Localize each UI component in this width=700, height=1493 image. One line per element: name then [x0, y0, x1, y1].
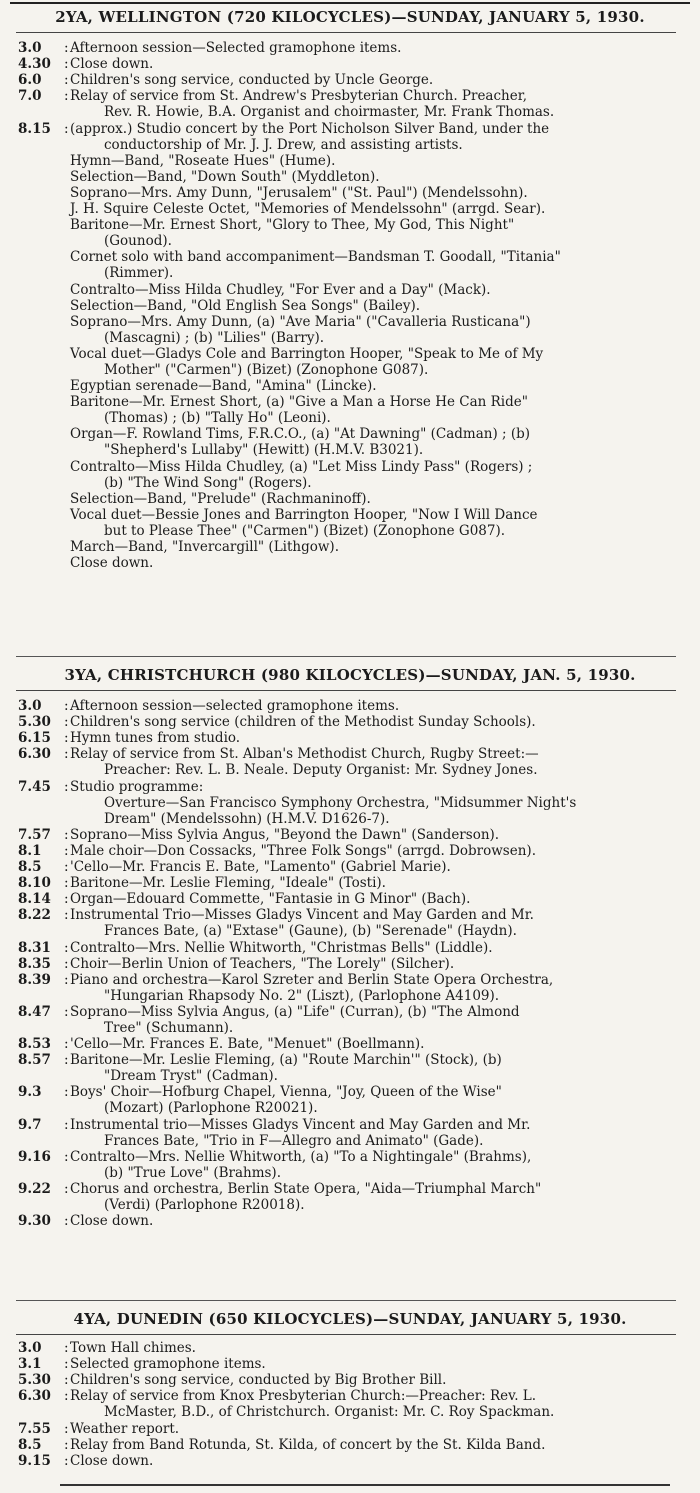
programme-item	[70, 201, 686, 217]
entry-text	[70, 940, 686, 956]
entry-line: Dream" (Mendelssohn) (H.M.V. D1626-7).	[104, 810, 390, 827]
entry-text	[70, 698, 686, 714]
programme-line: Organ—F. Rowland Tims, F.R.C.O., (a) "At Dawning" (Cadman) ; (b)	[70, 426, 531, 443]
entry-line: (b) "True Love" (Brahms).	[104, 1164, 281, 1181]
entry-line: Close down.	[70, 56, 154, 73]
entry-time: 8.22 :	[18, 907, 66, 923]
programme-item	[70, 394, 686, 426]
entry-time: 3.0 :	[18, 698, 66, 714]
entry-line: Hymn tunes from studio.	[70, 730, 241, 747]
entry-time: 8.35 :	[18, 956, 66, 972]
entry-line: Soprano—Miss Sylvia Angus, (a) "Life" (Curran), (b) "The Almond	[70, 1003, 520, 1020]
entry-line: Instrumental trio—Misses Gladys Vincent and May Garden and Mr.	[70, 1116, 531, 1133]
entry-time: 7.45 :	[18, 779, 66, 795]
entry-text	[70, 56, 686, 72]
entry-line: 'Cello—Mr. Frances E. Bate, "Menuet" (Boellmann).	[70, 1036, 425, 1053]
entry-line: Piano and orchestra—Karol Szreter and Berlin State Opera Orchestra,	[70, 971, 554, 988]
entry-time: 8.39 :	[18, 972, 66, 988]
programme-item	[70, 249, 686, 281]
entry-text	[70, 1117, 686, 1149]
entry-line: Contralto—Mrs. Nellie Whitworth, (a) "To a Nightingale" (Brahms),	[70, 1148, 532, 1165]
entry-text	[70, 779, 686, 827]
entry-line: 'Cello—Mr. Francis E. Bate, "Lamento" (Gabriel Marie).	[70, 859, 451, 875]
programme-line: Selection—Band, "Prelude" (Rachmaninoff).	[70, 490, 371, 507]
programme-line: but to Please Thee" ("Carmen") (Bizet) (Zonophone G087).	[104, 522, 506, 539]
entry-text	[70, 1340, 686, 1356]
entry-line: Rev. R. Howie, B.A. Organist and choirmaster, Mr. Frank Thomas.	[104, 104, 555, 121]
section-heading: 4YA, DUNEDIN (650 KILOCYCLES)—SUNDAY, JANUARY 5, 1930.	[73, 1310, 627, 1328]
entry-text	[70, 121, 686, 153]
entry-time: 3.0 :	[18, 1340, 66, 1356]
entry-line: Afternoon session—selected gramophone items.	[70, 698, 400, 714]
programme-line: (Mascagni) ; (b) "Lilies" (Barry).	[104, 329, 325, 346]
programme-item	[70, 539, 686, 555]
entry-text	[70, 1437, 686, 1453]
entry-text	[70, 827, 686, 843]
entry-line: Close down.	[70, 1452, 154, 1469]
entry-time: 9.22 :	[18, 1181, 66, 1197]
entry-line: (Verdi) (Parlophone R20018).	[104, 1197, 305, 1214]
programme-line: Contralto—Miss Hilda Chudley, "For Ever and a Day" (Mack).	[70, 281, 491, 298]
entry-text	[70, 843, 686, 859]
entry-line: Organ—Edouard Commette, "Fantasie in G Minor" (Bach).	[70, 891, 471, 908]
heading-underline	[16, 32, 676, 33]
programme-item	[70, 507, 686, 539]
programme-line: Mother" ("Carmen") (Bizet) (Zonophone G087).	[104, 361, 429, 378]
entry-time: 9.3 :	[18, 1084, 66, 1100]
entry-line: Town Hall chimes.	[70, 1340, 196, 1356]
entry-text	[70, 40, 686, 56]
entry-text	[70, 1421, 686, 1437]
entry-text	[70, 1356, 686, 1372]
entry-text	[70, 891, 686, 907]
programme-line: (Gounod).	[104, 233, 172, 250]
entry-time: 6.0 :	[18, 72, 66, 88]
entry-line: Choir—Berlin Union of Teachers, "The Lorely" (Silcher).	[70, 955, 455, 972]
entry-text	[70, 72, 686, 88]
entry-line: (Mozart) (Parlophone R20021).	[104, 1100, 318, 1117]
programme-line: Hymn—Band, "Roseate Hues" (Hume).	[70, 152, 336, 169]
programme-item	[70, 217, 686, 249]
bottom-rule	[60, 1484, 670, 1486]
entry-line: Frances Bate, "Trio in F—Allegro and Animato" (Gade).	[104, 1132, 484, 1149]
entry-time: 8.57 :	[18, 1052, 66, 1068]
entry-text	[70, 1213, 686, 1229]
programme-item	[70, 346, 686, 378]
entry-time: 8.5 :	[18, 1437, 66, 1453]
entry-line: "Hungarian Rhapsody No. 2" (Liszt), (Parlophone A4109).	[104, 987, 500, 1004]
entry-line: Selected gramophone items.	[70, 1356, 266, 1373]
entry-text	[70, 972, 686, 1004]
entry-time: 5.30 :	[18, 714, 66, 730]
entry-time: 8.14 :	[18, 891, 66, 907]
entry-line: Soprano—Miss Sylvia Angus, "Beyond the Dawn" (Sanderson).	[70, 826, 500, 843]
programme-line: Cornet solo with band accompaniment—Bandsman T. Goodall, "Titania"	[70, 249, 561, 266]
entry-line: Children's song service (children of the Methodist Sunday Schools).	[70, 714, 536, 731]
programme-line: Selection—Band, "Old English Sea Songs" (Bailey).	[70, 297, 421, 314]
programme-item	[70, 169, 686, 185]
entry-line: Boys' Choir—Hofburg Chapel, Vienna, "Joy, Queen of the Wise"	[70, 1084, 502, 1101]
entry-text	[70, 1036, 686, 1052]
entry-time: 4.30 :	[18, 56, 66, 72]
entry-line: Frances Bate, (a) "Extase" (Gaune), (b) "Serenade" (Haydn).	[104, 923, 517, 940]
entry-line: conductorship of Mr. J. J. Drew, and assisting artists.	[104, 136, 463, 153]
entry-line: Studio programme:	[70, 778, 204, 795]
entry-time: 9.7 :	[18, 1117, 66, 1133]
entry-time: 8.31 :	[18, 940, 66, 956]
programme-line: (Thomas) ; (b) "Tally Ho" (Leoni).	[104, 410, 331, 427]
entry-line: Instrumental Trio—Misses Gladys Vincent and May Garden and Mr.	[70, 907, 534, 924]
entry-time: 7.0 :	[18, 88, 66, 104]
entry-text	[70, 1084, 686, 1116]
entry-time: 3.1 :	[18, 1356, 66, 1372]
entry-text	[70, 859, 686, 875]
heading-underline	[16, 690, 676, 691]
programme-item	[70, 426, 686, 458]
programme-line: Close down.	[70, 555, 154, 572]
entry-time: 7.57 :	[18, 827, 66, 843]
entry-time: 8.10 :	[18, 875, 66, 891]
entry-time: 6.15 :	[18, 730, 66, 746]
entry-line: Relay of service from St. Alban's Methodist Church, Rugby Street:—	[70, 746, 539, 763]
entry-time: 9.16 :	[18, 1149, 66, 1165]
entry-line: Baritone—Mr. Leslie Fleming, "Ideale" (Tosti).	[70, 875, 386, 892]
section-separator	[16, 656, 676, 657]
programme-line: (Rimmer).	[104, 265, 174, 282]
programme-line: Baritone—Mr. Ernest Short, "Glory to Thee, My God, This Night"	[70, 217, 515, 234]
entry-text	[70, 714, 686, 730]
entry-text	[70, 1372, 686, 1388]
programme-line: J. H. Squire Celeste Octet, "Memories of Mendelssohn" (arrgd. Sear).	[70, 201, 546, 217]
entry-line: Baritone—Mr. Leslie Fleming, (a) "Route Marchin'" (Stock), (b)	[70, 1052, 502, 1069]
programme-line: Baritone—Mr. Ernest Short, (a) "Give a Man a Horse He Can Ride"	[70, 394, 528, 411]
entry-text	[70, 1181, 686, 1213]
entry-time: 8.47 :	[18, 1004, 66, 1020]
entry-line: Male choir—Don Cossacks, "Three Folk Songs" (arrgd. Dobrowsen).	[70, 842, 536, 859]
section-heading: 3YA, CHRISTCHURCH (980 KILOCYCLES)—SUNDAY, JAN. 5, 1930.	[64, 666, 636, 684]
entry-line: Relay from Band Rotunda, St. Kilda, of concert by the St. Kilda Band.	[70, 1436, 546, 1453]
entry-text	[70, 1052, 686, 1084]
programme-line: Contralto—Miss Hilda Chudley, (a) "Let Miss Lindy Pass" (Rogers) ;	[70, 458, 533, 475]
entry-line: "Dream Tryst" (Cadman).	[104, 1068, 278, 1085]
programme-item	[70, 153, 686, 169]
programme-line: Egyptian serenade—Band, "Amina" (Lincke).	[70, 378, 377, 395]
programme-line: Soprano—Mrs. Amy Dunn, "Jerusalem" ("St. Paul") (Mendelssohn).	[70, 184, 528, 201]
entry-time: 8.1 :	[18, 843, 66, 859]
entry-time: 3.0 :	[18, 40, 66, 56]
entry-line: (approx.) Studio concert by the Port Nicholson Silver Band, under the	[70, 120, 550, 137]
entry-time: 6.30 :	[18, 746, 66, 762]
entry-line: McMaster, B.D., of Christchurch. Organist: Mr. C. Roy Spackman.	[104, 1404, 555, 1421]
programme-item	[70, 491, 686, 507]
programme-line: Selection—Band, "Down South" (Myddleton).	[70, 168, 380, 185]
programme-item	[70, 282, 686, 298]
entry-line: Children's song service, conducted by Uncle George.	[70, 72, 434, 89]
entry-line: Tree" (Schumann).	[104, 1019, 234, 1036]
entry-line: Afternoon session—Selected gramophone items.	[70, 40, 402, 56]
entry-text	[70, 88, 686, 120]
programme-line: (b) "The Wind Song" (Rogers).	[104, 474, 312, 491]
programme-line: Vocal duet—Bessie Jones and Barrington Hooper, "Now I Will Dance	[70, 506, 538, 523]
entry-time: 5.30 :	[18, 1372, 66, 1388]
top-rule	[10, 2, 690, 4]
entry-text	[70, 1004, 686, 1036]
programme-line: "Shepherd's Lullaby" (Hewitt) (H.M.V. B3021).	[104, 442, 424, 459]
entry-time: 8.5 :	[18, 859, 66, 875]
section-separator	[16, 1300, 676, 1301]
entry-time: 8.15 :	[18, 121, 66, 137]
programme-item	[70, 555, 686, 571]
entry-line: Contralto—Mrs. Nellie Whitworth, "Christmas Bells" (Liddle).	[70, 939, 493, 956]
entry-line: Chorus and orchestra, Berlin State Opera, "Aida—Triumphal March"	[70, 1181, 542, 1197]
entry-time: 6.30 :	[18, 1388, 66, 1404]
programme-line: Soprano—Mrs. Amy Dunn, (a) "Ave Maria" ("Cavalleria Rusticana")	[70, 313, 531, 330]
section-heading: 2YA, WELLINGTON (720 KILOCYCLES)—SUNDAY, JANUARY 5, 1930.	[55, 8, 645, 26]
entry-time: 8.53 :	[18, 1036, 66, 1052]
programme-line: Vocal duet—Gladys Cole and Barrington Hooper, "Speak to Me of My	[70, 345, 544, 362]
entry-text	[70, 1149, 686, 1181]
entry-text	[70, 1453, 686, 1469]
programme-item	[70, 185, 686, 201]
entry-text	[70, 746, 686, 778]
entry-line: Relay of service from Knox Presbyterian Church:—Preacher: Rev. L.	[70, 1388, 537, 1405]
entry-time: 7.55 :	[18, 1421, 66, 1437]
entry-text	[70, 730, 686, 746]
programme-item	[70, 314, 686, 346]
entry-line: Preacher: Rev. L. B. Neale. Deputy Organist: Mr. Sydney Jones.	[104, 762, 538, 779]
entry-line: Relay of service from St. Andrew's Presbyterian Church. Preacher,	[70, 88, 527, 105]
programme-line: March—Band, "Invercargill" (Lithgow).	[70, 539, 339, 556]
entry-text	[70, 907, 686, 939]
programme-item	[70, 298, 686, 314]
entry-text	[70, 956, 686, 972]
entry-text	[70, 1388, 686, 1420]
entry-line: Close down.	[70, 1213, 154, 1230]
entry-time: 9.30 :	[18, 1213, 66, 1229]
entry-line: Weather report.	[70, 1420, 180, 1437]
entry-text	[70, 875, 686, 891]
entry-line: Children's song service, conducted by Big Brother Bill.	[70, 1372, 447, 1389]
programme-item	[70, 378, 686, 394]
programme-item	[70, 459, 686, 491]
entry-time: 9.15 :	[18, 1453, 66, 1469]
entry-line: Overture—San Francisco Symphony Orchestra, "Midsummer Night's	[104, 794, 577, 811]
heading-underline	[16, 1334, 676, 1335]
